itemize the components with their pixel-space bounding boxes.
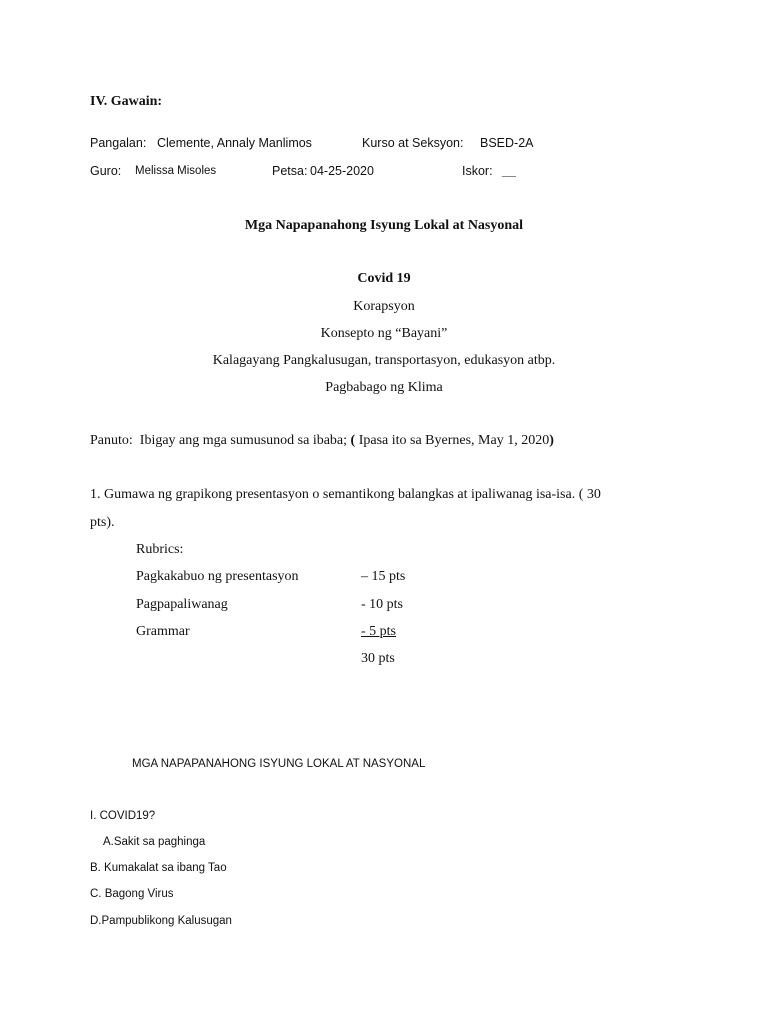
- petsa-value: 04-25-2020: [310, 164, 374, 178]
- rubric-points: – 15 pts: [361, 569, 406, 584]
- rubric-criterion: Grammar: [136, 624, 190, 639]
- topic-item: Kalagayang Pangkalusugan, transportasyon, edukasyon atbp.: [212, 353, 556, 368]
- outline-item: D.Pampublikong Kalusugan: [90, 915, 232, 927]
- pangalan-value: Clemente, Annaly Manlimos: [157, 136, 312, 150]
- rubric-points: - 5 pts: [361, 624, 396, 639]
- kurso-value: BSED-2A: [480, 136, 534, 150]
- panuto-note-open: (: [350, 433, 356, 448]
- outline-item: A.Sakit sa paghinga: [103, 836, 206, 848]
- topic-item: Konsepto ng “Bayani”: [320, 326, 448, 341]
- panuto-text: Ibigay ang mga sumusunod sa ibaba;: [139, 433, 348, 448]
- topic-main: Covid 19: [357, 271, 411, 286]
- kurso-label: Kurso at Seksyon:: [362, 136, 464, 150]
- panuto: [90, 433, 554, 449]
- outline-item: I. COVID19?: [90, 810, 156, 822]
- petsa-label: Petsa:: [272, 164, 308, 178]
- panuto-label: Panuto:: [90, 433, 133, 448]
- topic-item: Pagbabago ng Klima: [325, 380, 443, 395]
- rubric-criterion: Pagkakabuo ng presentasyon: [136, 569, 299, 584]
- rubric-points: - 10 pts: [361, 597, 403, 612]
- task-line: 1. Gumawa ng grapikong presentasyon o semantikong balangkas at ipaliwanag isa-isa. ( 30: [90, 487, 601, 502]
- rubric-criterion: Pagpapaliwanag: [136, 597, 228, 612]
- outline-item: B. Kumakalat sa ibang Tao: [90, 862, 227, 874]
- heading: Mga Napapanahong Isyung Lokal at Nasyonal: [244, 218, 524, 233]
- rubric-total: 30 pts: [361, 651, 395, 666]
- panuto-note: Ipasa ito sa Byernes, May 1, 2020: [355, 433, 550, 448]
- iskor-value: __: [502, 164, 516, 178]
- outline-item: C. Bagong Virus: [90, 888, 174, 900]
- outline-title: MGA NAPAPANAHONG ISYUNG LOKAL AT NASYONAL: [132, 758, 426, 770]
- task-line: pts).: [90, 515, 115, 530]
- rubrics-title: Rubrics:: [136, 542, 184, 557]
- guro-label: Guro:: [90, 164, 122, 178]
- pangalan-label: Pangalan:: [90, 136, 147, 150]
- iskor-label: Iskor:: [462, 164, 493, 178]
- guro-value: Melissa Misoles: [135, 165, 217, 177]
- section-title: IV. Gawain:: [90, 94, 163, 109]
- panuto-note-close: ): [549, 433, 554, 448]
- topic-item: Korapsyon: [353, 299, 415, 314]
